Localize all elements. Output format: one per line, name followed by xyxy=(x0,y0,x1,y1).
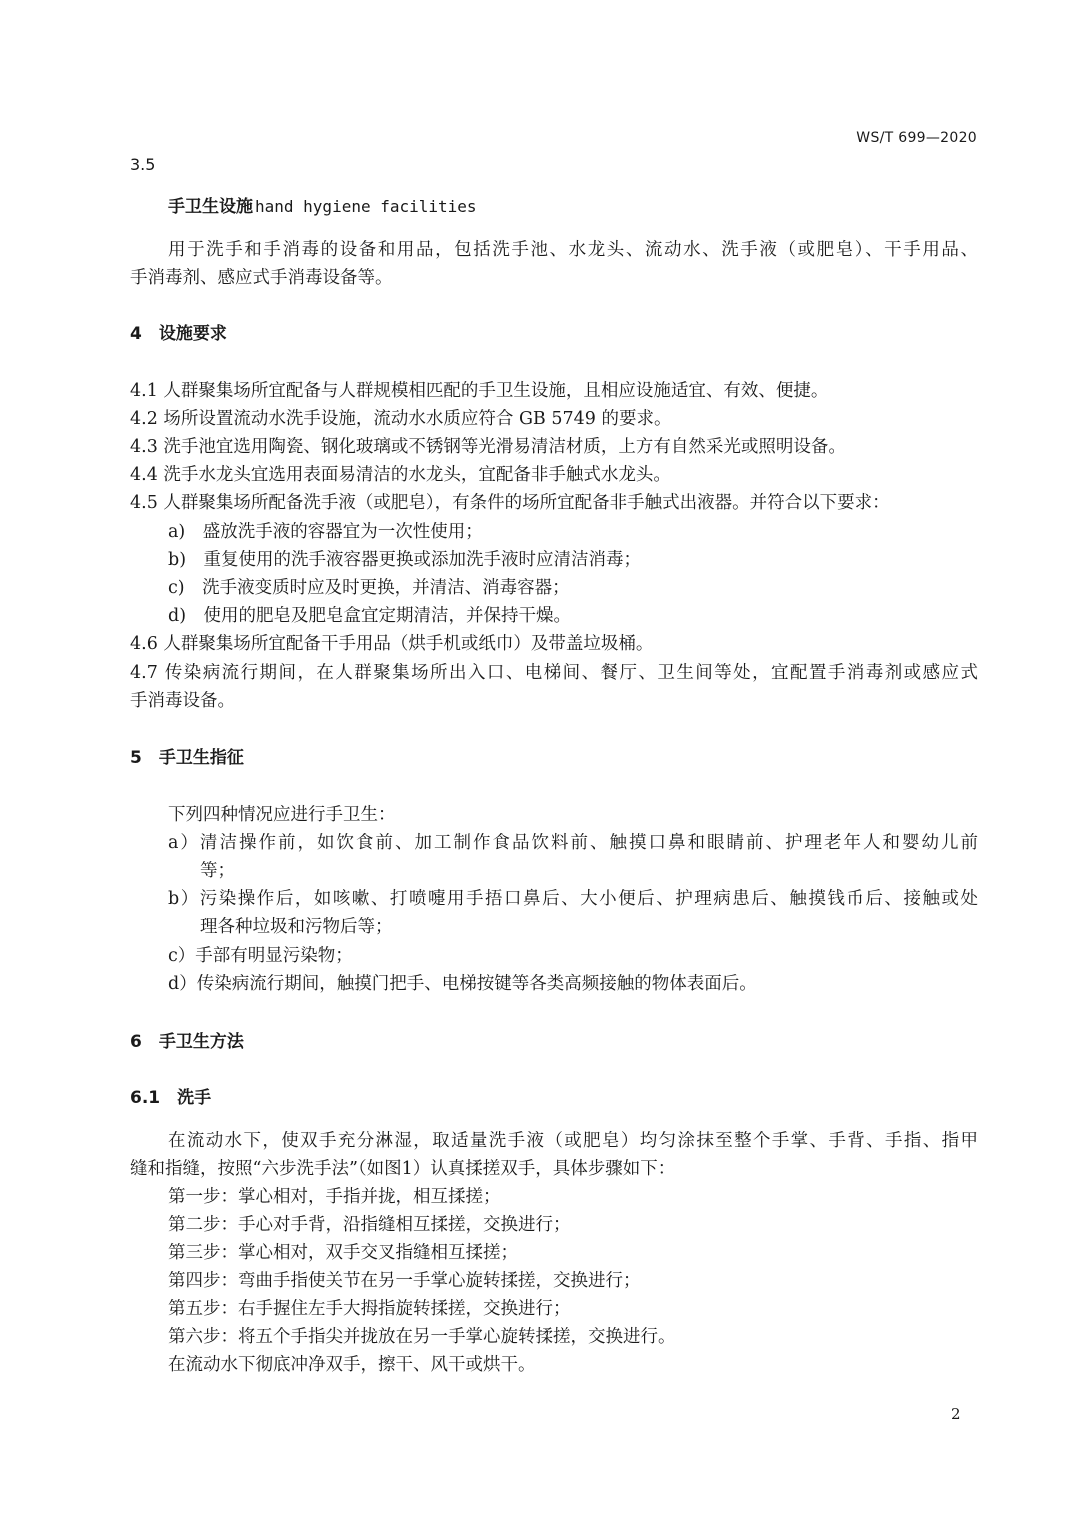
indication-c: c）手部有明显污染物； xyxy=(168,946,353,966)
section-6-1-heading: 6.1 洗手 xyxy=(130,1088,212,1108)
section-5-heading: 5 手卫生指征 xyxy=(130,748,244,768)
clause-4-4: 4.4 洗手水龙头宜选用表面易清洁的水龙头，宜配备非手触式水龙头。 xyxy=(130,465,671,485)
washing-para-line-1: 在流动水下，使双手充分淋湿，取适量洗手液（或肥皂）均匀涂抹至整个手掌、手背、手指、指甲 xyxy=(168,1131,978,1151)
term-number: 3.5 xyxy=(130,155,156,174)
page-number: 2 xyxy=(951,1405,961,1423)
clause-4-5-d: d) 使用的肥皂及肥皂盒宜定期清洁，并保持干燥。 xyxy=(168,606,572,626)
wash-step-2: 第二步：手心对手背，沿指缝相互揉搓，交换进行； xyxy=(168,1215,571,1235)
term-definition-line-2: 手消毒剂、感应式手消毒设备等。 xyxy=(130,268,393,288)
indication-a-line-1: a）清洁操作前，如饮食前、加工制作食品饮料前、触摸口鼻和眼睛前、护理老年人和婴幼儿前 xyxy=(168,833,978,853)
clause-4-5: 4.5 人群聚集场所配备洗手液（或肥皂），有条件的场所宜配备非手触式出液器。并符合以下要求： xyxy=(130,493,890,513)
term-title-cn: 手卫生设施 xyxy=(168,197,253,217)
section-6-heading: 6 手卫生方法 xyxy=(130,1032,244,1052)
clause-4-7-line-2: 手消毒设备。 xyxy=(130,691,235,711)
term-title-line xyxy=(168,195,477,219)
wash-step-4: 第四步：弯曲手指使关节在另一手掌心旋转揉搓，交换进行； xyxy=(168,1271,641,1291)
clause-4-2: 4.2 场所设置流动水洗手设施，流动水水质应符合 GB 5749 的要求。 xyxy=(130,409,672,429)
washing-para-line-2: 缝和指缝，按照“六步洗手法”（如图1）认真揉搓双手，具体步骤如下： xyxy=(130,1159,676,1179)
term-definition-line-1: 用于洗手和手消毒的设备和用品，包括洗手池、水龙头、流动水、洗手液（或肥皂）、干手用品、 xyxy=(168,240,978,260)
indication-b-line-1: b）污染操作后，如咳嗽、打喷嚏用手捂口鼻后、大小便后、护理病患后、触摸钱币后、接触或处 xyxy=(168,889,978,909)
clause-4-3: 4.3 洗手池宜选用陶瓷、钢化玻璃或不锈钢等光滑易清洁材质，上方有自然采光或照明设备。 xyxy=(130,437,846,457)
clause-4-5-b: b) 重复使用的洗手液容器更换或添加洗手液时应清洁消毒； xyxy=(168,550,642,570)
clause-4-1: 4.1 人群聚集场所宜配备与人群规模相匹配的手卫生设施，且相应设施适宜、有效、便捷。 xyxy=(130,381,829,401)
wash-final: 在流动水下彻底冲净双手，擦干、风干或烘干。 xyxy=(168,1355,536,1375)
clause-4-6: 4.6 人群聚集场所宜配备干手用品（烘手机或纸巾）及带盖垃圾桶。 xyxy=(130,634,654,654)
clause-4-5-a: a) 盛放洗手液的容器宜为一次性使用； xyxy=(168,522,483,542)
term-title-en: hand hygiene facilities xyxy=(255,197,477,216)
wash-step-6: 第六步：将五个手指尖并拢放在另一手掌心旋转揉搓，交换进行。 xyxy=(168,1327,676,1347)
indication-d: d）传染病流行期间，触摸门把手、电梯按键等各类高频接触的物体表面后。 xyxy=(168,974,757,994)
clause-4-5-c: c) 洗手液变质时应及时更换，并清洁、消毒容器； xyxy=(168,578,570,598)
indication-b-line-2: 理各种垃圾和污物后等； xyxy=(200,917,393,937)
clause-4-7-line-1: 4.7 传染病流行期间，在人群聚集场所出入口、电梯间、餐厅、卫生间等处，宜配置手消毒剂或感应式 xyxy=(130,663,978,683)
wash-step-5: 第五步：右手握住左手大拇指旋转揉搓，交换进行； xyxy=(168,1299,571,1319)
section-4-heading: 4 设施要求 xyxy=(130,324,227,344)
section-5-intro: 下列四种情况应进行手卫生： xyxy=(168,805,396,825)
indication-a-line-2: 等； xyxy=(200,861,235,881)
wash-step-3: 第三步：掌心相对，双手交叉指缝相互揉搓； xyxy=(168,1243,518,1263)
standard-code: WS/T 699—2020 xyxy=(856,130,977,146)
wash-step-1: 第一步：掌心相对，手指并拢，相互揉搓； xyxy=(168,1187,501,1207)
